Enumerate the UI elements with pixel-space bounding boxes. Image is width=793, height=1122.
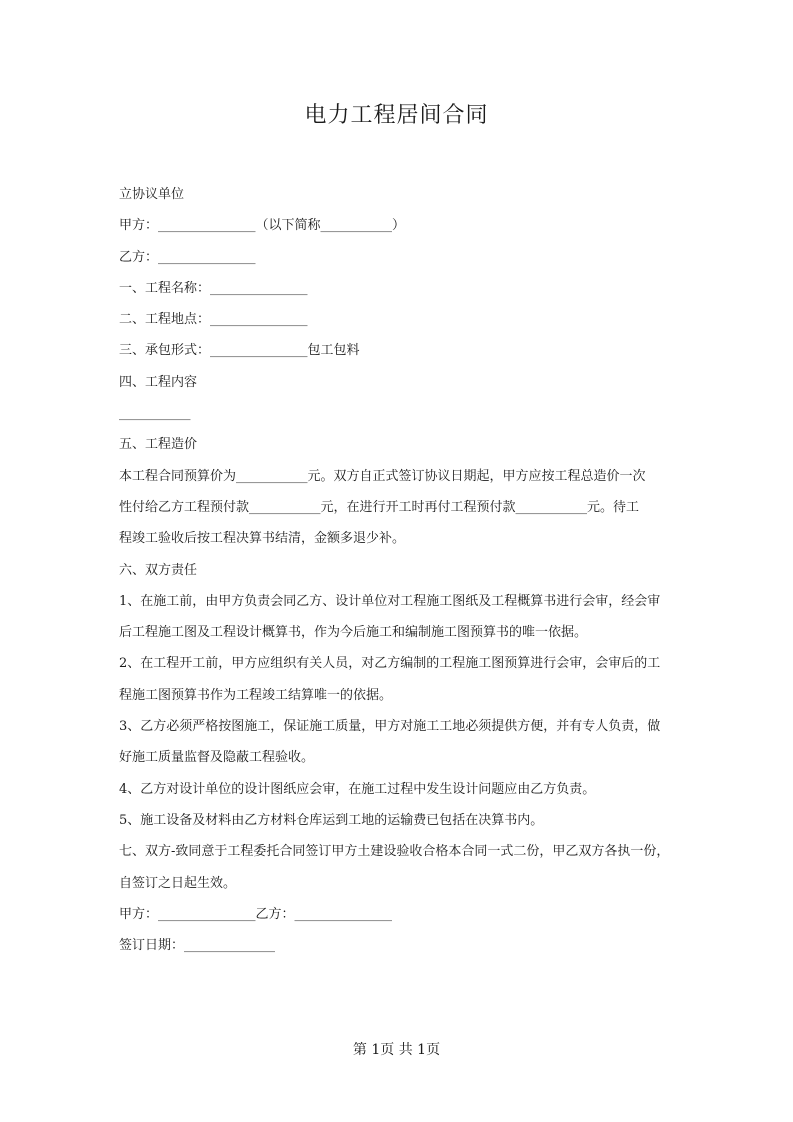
section-content-heading: 四、工程内容 [119, 374, 198, 390]
section-duties-heading: 六、双方责任 [119, 562, 198, 578]
duty-2-line-2: 程施工图预算书作为工程竣工结算唯一的依据。 [119, 687, 393, 703]
document-title: 电力工程居间合同 [304, 103, 489, 128]
party-b-line: 乙方：_______________ [119, 249, 256, 265]
party-a-line: 甲方：_______________（以下简称___________） [119, 218, 406, 234]
contract-form-line: 三、承包形式：_______________包工包料 [119, 343, 360, 359]
duty-4-line: 4、乙方对设计单位的设计图纸应会审，在施工过程中发生设计问题应由乙方负责。 [119, 781, 596, 797]
duty-3-line-1: 3、乙方必须严格按图施工，保证施工质量，甲方对施工工地必须提供方便，并有专人负责，做 [119, 719, 661, 735]
cost-paragraph-line-3: 程竣工验收后按工程决算书结清，金额多退少补。 [119, 531, 406, 547]
section-parties-heading: 立协议单位 [119, 187, 185, 202]
duty-2-line-1: 2、在工程开工前，甲方应组织有关人员，对乙方编制的工程施工图预算进行会审，会审后的工 [119, 656, 661, 672]
signing-date-line: 签订日期：______________ [119, 938, 276, 954]
cost-paragraph-line-2: 性付给乙方工程预付款___________元，在进行开工时再付工程预付款___________元。待工 [119, 499, 640, 515]
project-location-line: 二、工程地点：_______________ [119, 312, 308, 328]
duty-1-line-1: 1、在施工前，由甲方负责会同乙方、设计单位对工程施工图纸及工程概算书进行会审，经会审 [119, 593, 661, 609]
section-effect-line-1: 七、双方-致同意于工程委托合同签订甲方土建设验收合格本合同一式二份，甲乙双方各执一份， [119, 844, 670, 860]
page-number: 第 1页 共 1页 [352, 1042, 441, 1058]
signature-parties-line: 甲方：_______________乙方：_______________ [119, 906, 393, 922]
cost-paragraph-line-1: 本工程合同预算价为___________元。双方自正式签订协议日期起，甲方应按工程总造价一次 [119, 468, 646, 484]
section-effect-line-2: 自签订之日起生效。 [119, 875, 237, 891]
duty-5-line: 5、施工设备及材料由乙方材料仓库运到工地的运输费已包括在决算书内。 [119, 812, 544, 828]
contract-body [119, 179, 679, 961]
duty-1-line-2: 后工程施工图及工程设计概算书，作为今后施工和编制施工图预算书的唯一依据。 [119, 625, 588, 641]
project-name-line: 一、工程名称：_______________ [119, 280, 308, 296]
section-cost-heading: 五、工程造价 [119, 437, 198, 453]
duty-3-line-2: 好施工质量监督及隐蔽工程验收。 [119, 750, 315, 766]
project-content-blank: ___________ [119, 406, 191, 422]
